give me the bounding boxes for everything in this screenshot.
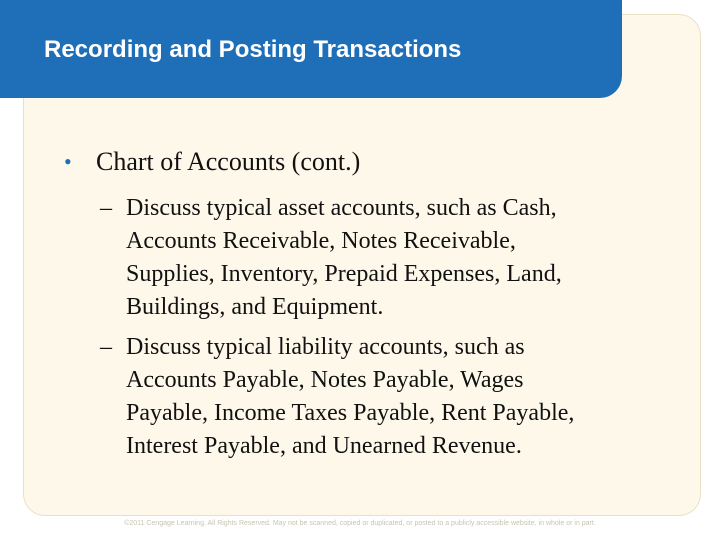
sub-bullet-line: Discuss typical asset accounts, such as Cash,: [126, 195, 557, 221]
dash-marker: –: [100, 195, 112, 221]
title-bar: [0, 0, 622, 98]
sub-bullet-line: Buildings, and Equipment.: [126, 294, 384, 320]
sub-bullet-line: Discuss typical liability accounts, such as: [126, 334, 525, 360]
sub-bullet-liabilities: [100, 331, 660, 463]
copyright-footer: ©2011 Cengage Learning. All Rights Reserved. May not be scanned, copied or duplicated, or posted to a publicly accessible website, in whole or in part.: [124, 520, 596, 527]
sub-bullet-line: Accounts Receivable, Notes Receivable,: [126, 228, 516, 254]
sub-bullet-assets: [100, 192, 660, 324]
sub-bullet-line: Payable, Income Taxes Payable, Rent Payable,: [126, 400, 575, 426]
sub-bullet-line: Supplies, Inventory, Prepaid Expenses, Land,: [126, 261, 562, 287]
slide-title: Recording and Posting Transactions: [44, 36, 462, 63]
dash-marker: –: [100, 334, 112, 360]
main-bullet-text: Chart of Accounts (cont.): [96, 147, 361, 176]
bullet-dot-icon: •: [64, 149, 72, 174]
sub-bullet-line: Accounts Payable, Notes Payable, Wages: [126, 367, 524, 393]
sub-bullet-line: Interest Payable, and Unearned Revenue.: [126, 433, 522, 459]
